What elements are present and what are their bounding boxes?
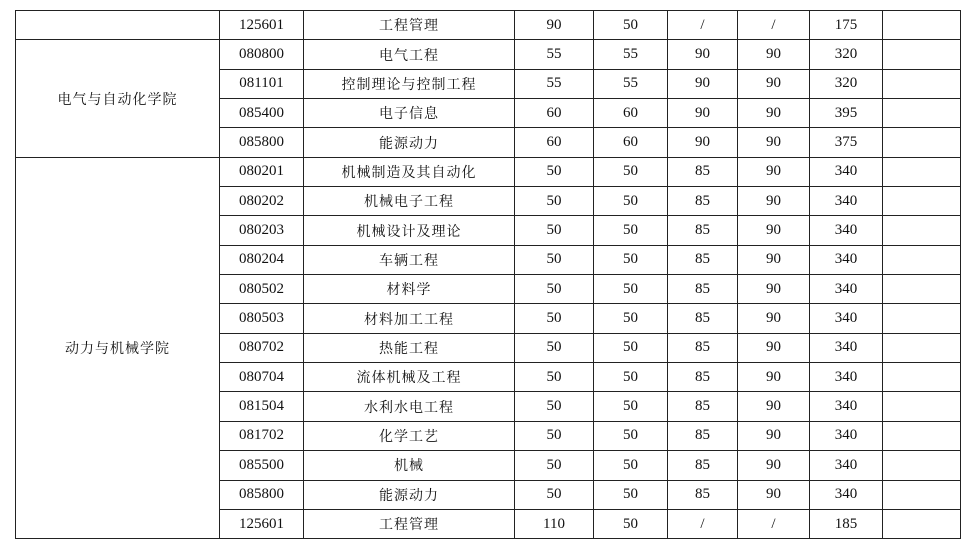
note-cell [883,40,961,69]
subject1-score-cell: 85 [668,275,738,304]
college-name-cell: 电气与自动化学院 [16,40,220,157]
note-cell [883,99,961,128]
total-score-cell: 340 [810,275,883,304]
major-name-cell: 化学工艺 [304,421,515,450]
subject1-score-cell: 85 [668,421,738,450]
subject2-score-cell: 90 [738,157,810,186]
major-name-cell: 电气工程 [304,40,515,69]
major-name-cell: 机械制造及其自动化 [304,157,515,186]
subject1-score-cell: 85 [668,157,738,186]
note-cell [883,11,961,40]
subject1-score-cell: 90 [668,128,738,157]
subject1-score-cell: 90 [668,40,738,69]
english-score-cell: 50 [594,333,668,362]
major-name-cell: 工程管理 [304,509,515,538]
major-name-cell: 机械设计及理论 [304,216,515,245]
major-name-cell: 材料学 [304,275,515,304]
major-code-cell: 080702 [220,333,304,362]
major-code-cell: 080503 [220,304,304,333]
subject1-score-cell: 85 [668,392,738,421]
english-score-cell: 50 [594,304,668,333]
total-score-cell: 340 [810,333,883,362]
major-code-cell: 080704 [220,363,304,392]
politics-score-cell: 50 [515,392,594,421]
note-cell [883,69,961,98]
english-score-cell: 50 [594,509,668,538]
note-cell [883,216,961,245]
subject1-score-cell: 90 [668,99,738,128]
note-cell [883,421,961,450]
major-name-cell: 控制理论与控制工程 [304,69,515,98]
english-score-cell: 50 [594,392,668,421]
major-code-cell: 080202 [220,187,304,216]
subject2-score-cell: 90 [738,304,810,333]
subject1-score-cell: 85 [668,245,738,274]
table-row [16,11,961,40]
total-score-cell: 340 [810,451,883,480]
politics-score-cell: 55 [515,40,594,69]
major-name-cell: 水利水电工程 [304,392,515,421]
note-cell [883,480,961,509]
major-name-cell: 流体机械及工程 [304,363,515,392]
subject2-score-cell: 90 [738,480,810,509]
total-score-cell: 340 [810,363,883,392]
politics-score-cell: 55 [515,69,594,98]
major-code-cell: 080800 [220,40,304,69]
subject1-score-cell: 85 [668,480,738,509]
table-body [16,11,961,539]
major-code-cell: 085400 [220,99,304,128]
major-code-cell: 081101 [220,69,304,98]
subject1-score-cell: 90 [668,69,738,98]
subject1-score-cell: 85 [668,216,738,245]
english-score-cell: 50 [594,275,668,304]
major-code-cell: 125601 [220,509,304,538]
subject2-score-cell: 90 [738,99,810,128]
note-cell [883,245,961,274]
subject2-score-cell: / [738,509,810,538]
subject1-score-cell: 85 [668,363,738,392]
politics-score-cell: 50 [515,421,594,450]
major-name-cell: 机械 [304,451,515,480]
subject2-score-cell: 90 [738,69,810,98]
subject2-score-cell: 90 [738,421,810,450]
note-cell [883,304,961,333]
major-name-cell: 能源动力 [304,128,515,157]
total-score-cell: 340 [810,216,883,245]
english-score-cell: 50 [594,11,668,40]
college-name-cell [16,11,220,40]
english-score-cell: 50 [594,421,668,450]
politics-score-cell: 50 [515,216,594,245]
subject1-score-cell: 85 [668,451,738,480]
major-code-cell: 080201 [220,157,304,186]
note-cell [883,363,961,392]
politics-score-cell: 50 [515,363,594,392]
subject2-score-cell: 90 [738,187,810,216]
english-score-cell: 50 [594,245,668,274]
total-score-cell: 340 [810,157,883,186]
total-score-cell: 340 [810,187,883,216]
note-cell [883,392,961,421]
table-row [16,157,961,186]
score-table [15,10,961,539]
total-score-cell: 320 [810,69,883,98]
subject1-score-cell: / [668,11,738,40]
subject2-score-cell: / [738,11,810,40]
english-score-cell: 50 [594,451,668,480]
subject2-score-cell: 90 [738,363,810,392]
subject2-score-cell: 90 [738,333,810,362]
major-code-cell: 080203 [220,216,304,245]
total-score-cell: 175 [810,11,883,40]
subject2-score-cell: 90 [738,245,810,274]
politics-score-cell: 110 [515,509,594,538]
total-score-cell: 340 [810,480,883,509]
politics-score-cell: 50 [515,187,594,216]
subject2-score-cell: 90 [738,392,810,421]
english-score-cell: 50 [594,216,668,245]
major-name-cell: 电子信息 [304,99,515,128]
major-name-cell: 车辆工程 [304,245,515,274]
major-name-cell: 热能工程 [304,333,515,362]
politics-score-cell: 50 [515,451,594,480]
major-code-cell: 080204 [220,245,304,274]
politics-score-cell: 60 [515,128,594,157]
english-score-cell: 50 [594,480,668,509]
english-score-cell: 60 [594,128,668,157]
politics-score-cell: 50 [515,304,594,333]
major-code-cell: 125601 [220,11,304,40]
note-cell [883,157,961,186]
note-cell [883,187,961,216]
major-name-cell: 材料加工工程 [304,304,515,333]
english-score-cell: 50 [594,187,668,216]
total-score-cell: 185 [810,509,883,538]
subject1-score-cell: 85 [668,187,738,216]
total-score-cell: 340 [810,304,883,333]
major-code-cell: 081504 [220,392,304,421]
total-score-cell: 395 [810,99,883,128]
major-code-cell: 085800 [220,128,304,157]
note-cell [883,333,961,362]
note-cell [883,128,961,157]
subject2-score-cell: 90 [738,275,810,304]
major-name-cell: 机械电子工程 [304,187,515,216]
english-score-cell: 55 [594,40,668,69]
major-code-cell: 081702 [220,421,304,450]
major-code-cell: 085500 [220,451,304,480]
english-score-cell: 60 [594,99,668,128]
subject2-score-cell: 90 [738,451,810,480]
english-score-cell: 50 [594,157,668,186]
note-cell [883,275,961,304]
note-cell [883,451,961,480]
subject1-score-cell: / [668,509,738,538]
politics-score-cell: 50 [515,480,594,509]
major-name-cell: 能源动力 [304,480,515,509]
table-row [16,40,961,69]
subject1-score-cell: 85 [668,333,738,362]
total-score-cell: 340 [810,392,883,421]
subject2-score-cell: 90 [738,40,810,69]
english-score-cell: 50 [594,363,668,392]
total-score-cell: 340 [810,421,883,450]
english-score-cell: 55 [594,69,668,98]
politics-score-cell: 50 [515,275,594,304]
politics-score-cell: 50 [515,333,594,362]
note-cell [883,509,961,538]
total-score-cell: 375 [810,128,883,157]
politics-score-cell: 50 [515,245,594,274]
total-score-cell: 340 [810,245,883,274]
major-code-cell: 080502 [220,275,304,304]
college-name-cell: 动力与机械学院 [16,157,220,538]
major-code-cell: 085800 [220,480,304,509]
total-score-cell: 320 [810,40,883,69]
subject2-score-cell: 90 [738,128,810,157]
major-name-cell: 工程管理 [304,11,515,40]
subject1-score-cell: 85 [668,304,738,333]
subject2-score-cell: 90 [738,216,810,245]
politics-score-cell: 90 [515,11,594,40]
politics-score-cell: 60 [515,99,594,128]
politics-score-cell: 50 [515,157,594,186]
